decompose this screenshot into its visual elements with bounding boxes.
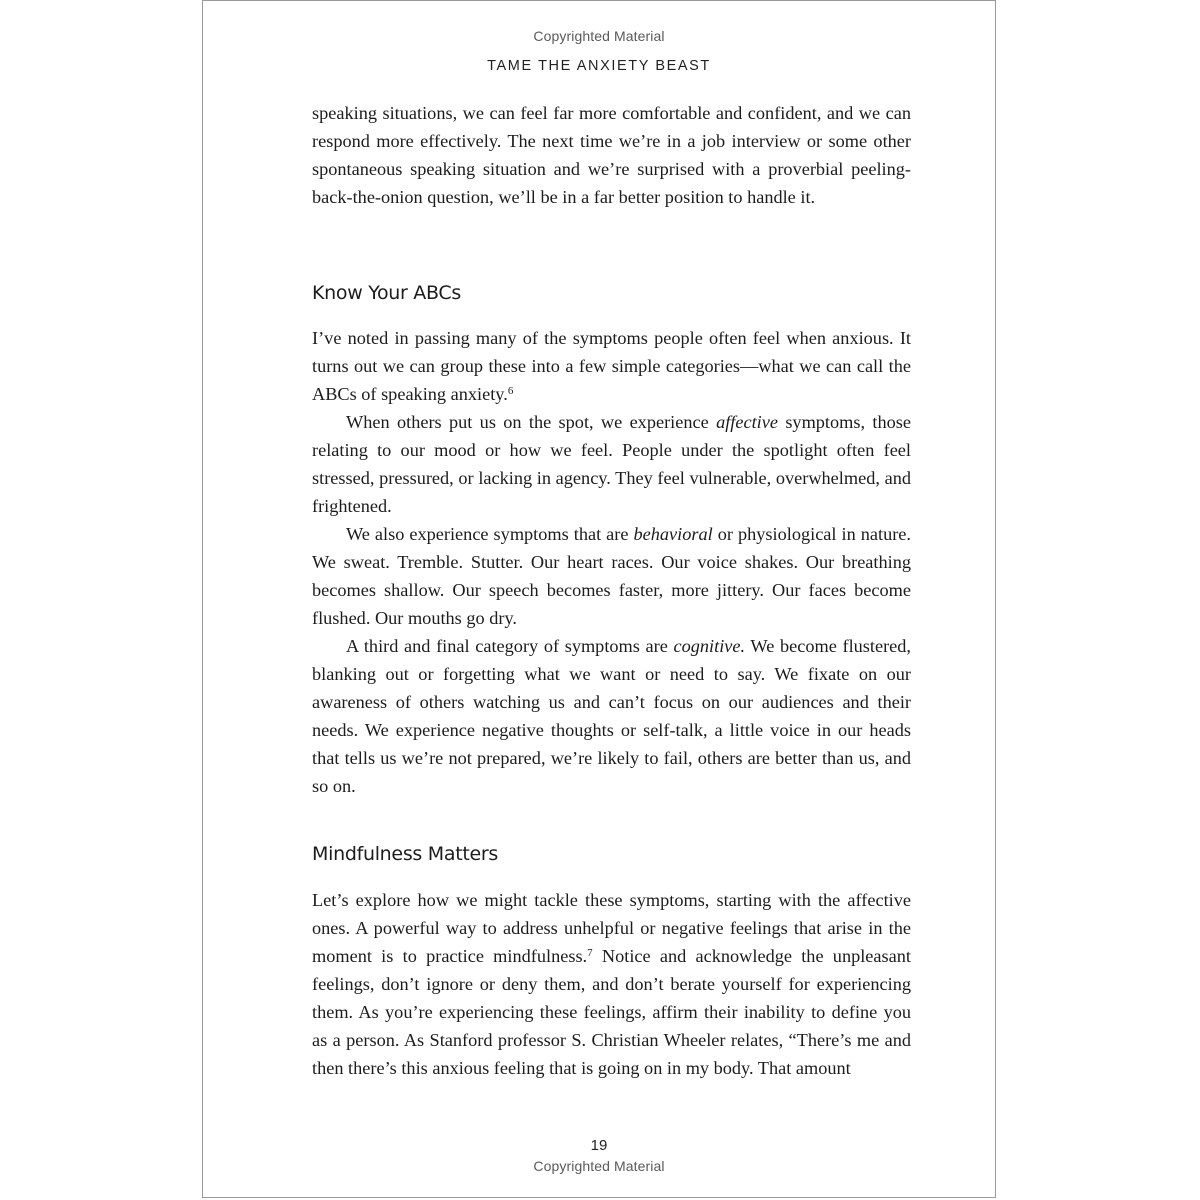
affective-text-end: symptoms, those relating to our mood or how we feel. People under the spotlight often feel stressed, pressured, or lacking in agency. They feel vulnerable, overwhelmed, and frightened. (312, 412, 911, 516)
mindfulness-paragraph (312, 886, 911, 1082)
behavioral-text-end: or physiological in nature. We sweat. Tremble. Stutter. Our heart races. Our voice shakes. Our breathing becomes shallow. Our speech becomes faster, more jittery. Our faces become flushed. Our mouths go dry. (312, 524, 911, 628)
behavioral-term: behavioral (633, 524, 713, 544)
page-number: 19 (590, 1137, 608, 1154)
affective-text-start: When others put us on the spot, we experience (346, 412, 717, 432)
mindfulness-text-end: Notice and acknowledge the unpleasant feelings, don’t ignore or deny them, and don’t berate yourself for experiencing them. As you’re experiencing these feelings, affirm their inability to define you as a person. As Stanford professor S. Christian Wheeler relates, “There’s me and then there’s this anxious feeling that is going on in my body. That amount (312, 946, 911, 1078)
abcs-paragraph-cognitive (312, 632, 911, 800)
opening-paragraph: speaking situations, we can feel far more comfortable and confident, and we can respond more effectively. The next time we’re in a job interview or some other spontaneous speaking situation and we’re surprised with a proverbial peeling-back-the-onion question, we’ll be in a far better position to handle it. (312, 103, 911, 207)
abcs-intro-text: I’ve noted in passing many of the symptoms people often feel when anxious. It turns out we can group these into a few simple categories—what we can call the ABCs of speaking anxiety. (312, 328, 911, 404)
cognitive-text-start: A third and final category of symptoms are (346, 636, 674, 656)
mindfulness-text-start: Let’s explore how we might tackle these symptoms, starting with the affective ones. A powerful way to address unhelpful or negative feelings that arise in the moment is to practice mindfulness. (312, 890, 911, 966)
affective-term: affective (716, 412, 778, 432)
opening-text (312, 99, 911, 211)
abcs-paragraph-intro (312, 324, 911, 408)
cognitive-text-end: We become flustered, blanking out or forgetting what we want or need to say. We fixate on our awareness of others watching us and can’t focus on our audiences and their needs. We experience negative thoughts or self-talk, a little voice in our heads that tells us we’re not prepared, we’re likely to fail, others are better than us, and so on. (312, 636, 912, 796)
copyright-watermark-top: Copyrighted Material (533, 28, 665, 44)
abcs-text (312, 324, 911, 800)
cognitive-term: cognitive. (673, 636, 746, 656)
abcs-paragraph-behavioral (312, 520, 911, 632)
copyright-watermark-bottom: Copyrighted Material (533, 1158, 665, 1174)
running-head: TAME THE ANXIETY BEAST (487, 58, 711, 74)
abcs-paragraph-affective (312, 408, 911, 520)
footnote-ref-7: 7 (587, 947, 593, 959)
book-page (202, 0, 996, 1198)
section-heading-mindfulness: Mindfulness Matters (312, 843, 498, 865)
behavioral-text-start: We also experience symptoms that are (346, 524, 634, 544)
mindfulness-text (312, 886, 911, 1082)
footnote-ref-6: 6 (507, 385, 514, 397)
section-heading-abcs: Know Your ABCs (312, 282, 461, 304)
